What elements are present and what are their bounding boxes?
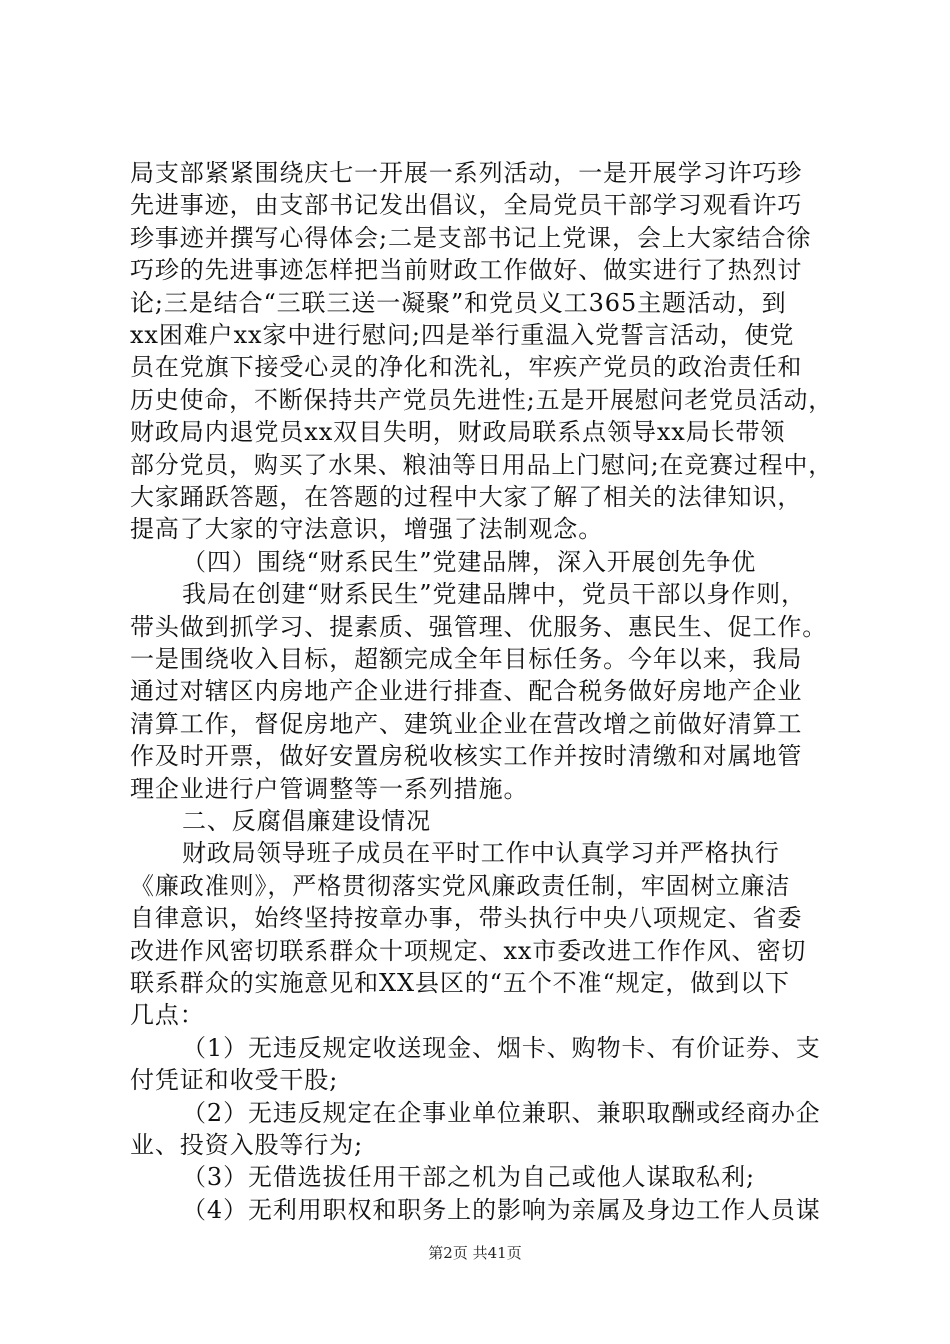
text-line: 通过对辖区内房地产企业进行排查、配合税务做好房地产企业 — [130, 677, 803, 706]
text-line: 我局在创建“财系民生”党建品牌中，党员干部以身作则， — [182, 580, 806, 609]
list-item: （3）无借选拔任用干部之机为自己或他人谋取私利; — [182, 1163, 755, 1192]
text-line: 《廉政准则》，严格贯彻落实党风廉政责任制，牢固树立廉洁 — [130, 871, 791, 900]
list-item: （2）无违反规定在企事业单位兼职、兼职取酬或经商办企 — [182, 1098, 821, 1127]
text-line: 大家踊跃答题，在答题的过程中大家了解了相关的法律知识， — [130, 483, 803, 511]
text-line: 联系群众的实施意见和XX县区的“五个不准“规定，做到以下 — [130, 969, 790, 997]
text-line: 历史使命，不断保持共产党员先进性;五是开展慰问老党员活动， — [130, 385, 834, 414]
text-line: 作及时开票，做好安置房税收核实工作并按时清缴和对属地管 — [130, 742, 803, 771]
text-line: 先进事迹，由支部书记发出倡议，全局党员干部学习观看许巧 — [130, 191, 803, 220]
text-line: xx困难户xx家中进行慰问;四是举行重温入党誓言活动，使党 — [130, 321, 795, 349]
text-line: 清算工作，督促房地产、建筑业企业在营改增之前做好清算工 — [130, 709, 803, 738]
text-line: 提高了大家的守法意识，增强了法制观念。 — [130, 515, 604, 544]
text-line: 员在党旗下接受心灵的净化和洗礼，牢疾产党员的政治责任和 — [130, 353, 803, 382]
text-line: 局支部紧紧围绕庆七一开展一系列活动，一是开展学习许巧珍 — [130, 159, 803, 187]
section-heading: （四）围绕“财系民生”党建品牌，深入开展创先争优 — [182, 547, 757, 576]
text-line: 财政局内退党员xx双目失明，财政局联系点领导xx局长带领 — [130, 418, 786, 447]
text-line: 带头做到抓学习、提素质、强管理、优服务、惠民生、促工作。 — [130, 612, 828, 641]
text-line: 一是围绕收入目标，超额完成全年目标任务。今年以来，我局 — [130, 645, 803, 673]
text-line: 理企业进行户管调整等一系列措施。 — [130, 774, 529, 803]
text-line: 财政局领导班子成员在平时工作中认真学习并严格执行 — [182, 839, 780, 868]
text-line: 几点： — [130, 1001, 205, 1030]
page-number-footer: 第2页 共41页 — [428, 1244, 522, 1262]
text-line: 付凭证和收受干股; — [130, 1066, 339, 1095]
text-line: 巧珍的先进事迹怎样把当前财政工作做好、做实进行了热烈讨 — [130, 256, 803, 285]
text-line: 论;三是结合“三联三送一凝聚”和党员义工365主题活动，到 — [130, 288, 787, 317]
section-heading: 二、反腐倡廉建设情况 — [182, 807, 431, 835]
text-line: 自律意识，始终坚持按章办事，带头执行中央八项规定、省委 — [130, 904, 803, 933]
text-line: 珍事迹并撰写心得体会;二是支部书记上党课，会上大家结合徐 — [130, 223, 812, 252]
text-line: 业、投资入股等行为; — [130, 1131, 364, 1159]
text-line: 部分党员，购买了水果、粮油等日用品上门慰问;在竞赛过程中， — [130, 450, 834, 479]
text-line: 改进作风密切联系群众十项规定、xx市委改进工作作风、密切 — [130, 936, 807, 965]
list-item: （4）无利用职权和职务上的影响为亲属及身边工作人员谋 — [182, 1195, 821, 1224]
list-item: （1）无违反规定收送现金、烟卡、购物卡、有价证券、支 — [182, 1033, 821, 1062]
